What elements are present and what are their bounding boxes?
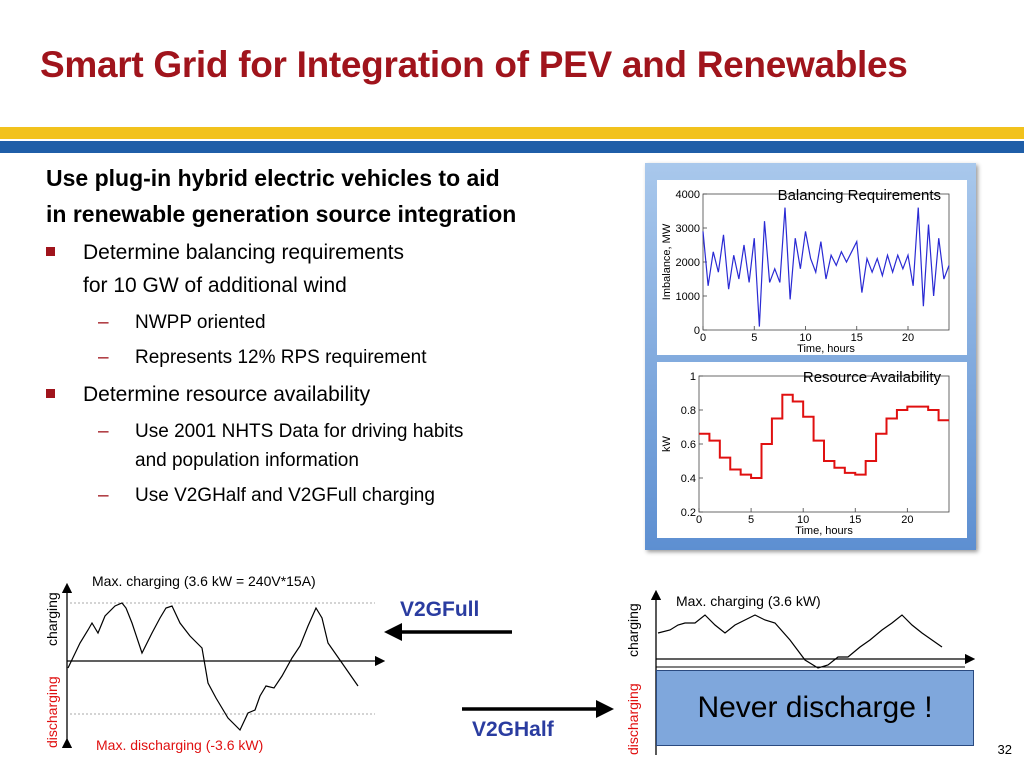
sub-bullet-text: NWPP oriented	[135, 312, 266, 333]
x-axis-label: Time, hours	[797, 343, 855, 355]
x-tick-label: 20	[901, 514, 914, 526]
never-discharge-label: Never discharge !	[697, 691, 933, 724]
chart-title: Balancing Requirements	[777, 187, 941, 204]
left-arrow-icon	[380, 620, 520, 644]
y-tick-label: 3000	[675, 223, 700, 235]
dash-icon: –	[98, 421, 109, 442]
chart-title: Resource Availability	[802, 369, 941, 386]
sub-bullet-v2g	[46, 481, 626, 510]
max-charging-label: Max. charging (3.6 kW)	[676, 593, 821, 609]
v2ghalf-label: V2GHalf	[472, 718, 554, 741]
y-tick-label: 0.2	[680, 507, 696, 519]
x-tick-label: 5	[751, 332, 758, 344]
x-tick-label: 0	[699, 332, 707, 344]
dash-icon: –	[98, 312, 109, 333]
v2gfull-label: V2GFull	[400, 598, 480, 621]
axis-discharging-label: discharging	[44, 676, 60, 748]
x-tick-label: 20	[901, 332, 915, 344]
x-tick-label: 0	[695, 514, 703, 526]
heading-line-2: in renewable generation source integration	[46, 201, 517, 227]
bullet-text: Determine resource availability	[83, 383, 371, 406]
y-tick-label: 0	[693, 325, 700, 337]
page-number: 32	[997, 742, 1012, 757]
y-axis-label: Imbalance, MW	[661, 223, 673, 301]
x-tick-label: 5	[748, 514, 755, 526]
band-blue-stripe	[0, 141, 1024, 153]
bullet-resource	[46, 378, 626, 411]
x-tick-label: 15	[849, 514, 862, 526]
max-discharging-label: Max. discharging (-3.6 kW)	[96, 737, 264, 753]
dash-icon: –	[98, 347, 109, 368]
x-tick-label: 10	[799, 332, 812, 344]
band-white-gap	[0, 139, 1024, 141]
y-tick-label: 0.4	[680, 473, 696, 485]
v2gfull-diagram	[30, 568, 390, 763]
y-tick-label: 1	[689, 371, 696, 383]
slide-title: Smart Grid for Integration of PEV and Renewables	[40, 44, 908, 85]
balancing-requirements-chart	[657, 180, 967, 355]
bullet-text: for 10 GW of additional wind	[83, 274, 347, 297]
heading-line-1: Use plug-in hybrid electric vehicles to aid	[46, 165, 500, 191]
sub-bullet-text: Represents 12% RPS requirement	[135, 347, 427, 368]
bullet-balancing	[46, 236, 626, 302]
plot-area	[703, 194, 949, 330]
x-tick-label: 10	[797, 514, 810, 526]
square-bullet-icon	[46, 247, 55, 256]
sub-bullet-nhts	[46, 417, 626, 475]
y-tick-label: 1000	[675, 291, 700, 303]
axis-discharging-label: discharging	[625, 683, 641, 755]
sub-bullet-text: and population information	[135, 450, 359, 471]
v2ghalf-profile	[658, 615, 942, 668]
sub-bullet-nwpp	[46, 308, 626, 337]
sub-bullet-text: Use V2GHalf and V2GFull charging	[135, 485, 435, 506]
header-band	[0, 127, 1024, 153]
x-axis-label: Time, hours	[795, 525, 853, 537]
y-axis-label: kW	[661, 436, 673, 452]
resource-availability-chart	[657, 362, 967, 538]
axis-charging-label: charging	[44, 592, 60, 646]
square-bullet-icon	[46, 389, 55, 398]
dash-icon: –	[98, 485, 109, 506]
never-discharge-box	[656, 670, 974, 746]
sub-bullet-text: Use 2001 NHTS Data for driving habits	[135, 421, 464, 442]
x-tick-label: 15	[850, 332, 863, 344]
max-charging-label: Max. charging (3.6 kW = 240V*15A)	[92, 573, 316, 589]
axis-charging-label: charging	[625, 603, 641, 657]
y-tick-label: 2000	[675, 257, 700, 269]
y-tick-label: 0.6	[680, 439, 696, 451]
y-tick-label: 0.8	[680, 405, 696, 417]
body-heading	[46, 160, 626, 232]
y-tick-label: 4000	[675, 189, 700, 201]
sub-bullet-rps	[46, 343, 626, 372]
slide-body	[46, 160, 626, 510]
band-yellow-stripe	[0, 127, 1024, 139]
v2gfull-profile	[68, 603, 358, 730]
bullet-text: Determine balancing requirements	[83, 241, 404, 264]
